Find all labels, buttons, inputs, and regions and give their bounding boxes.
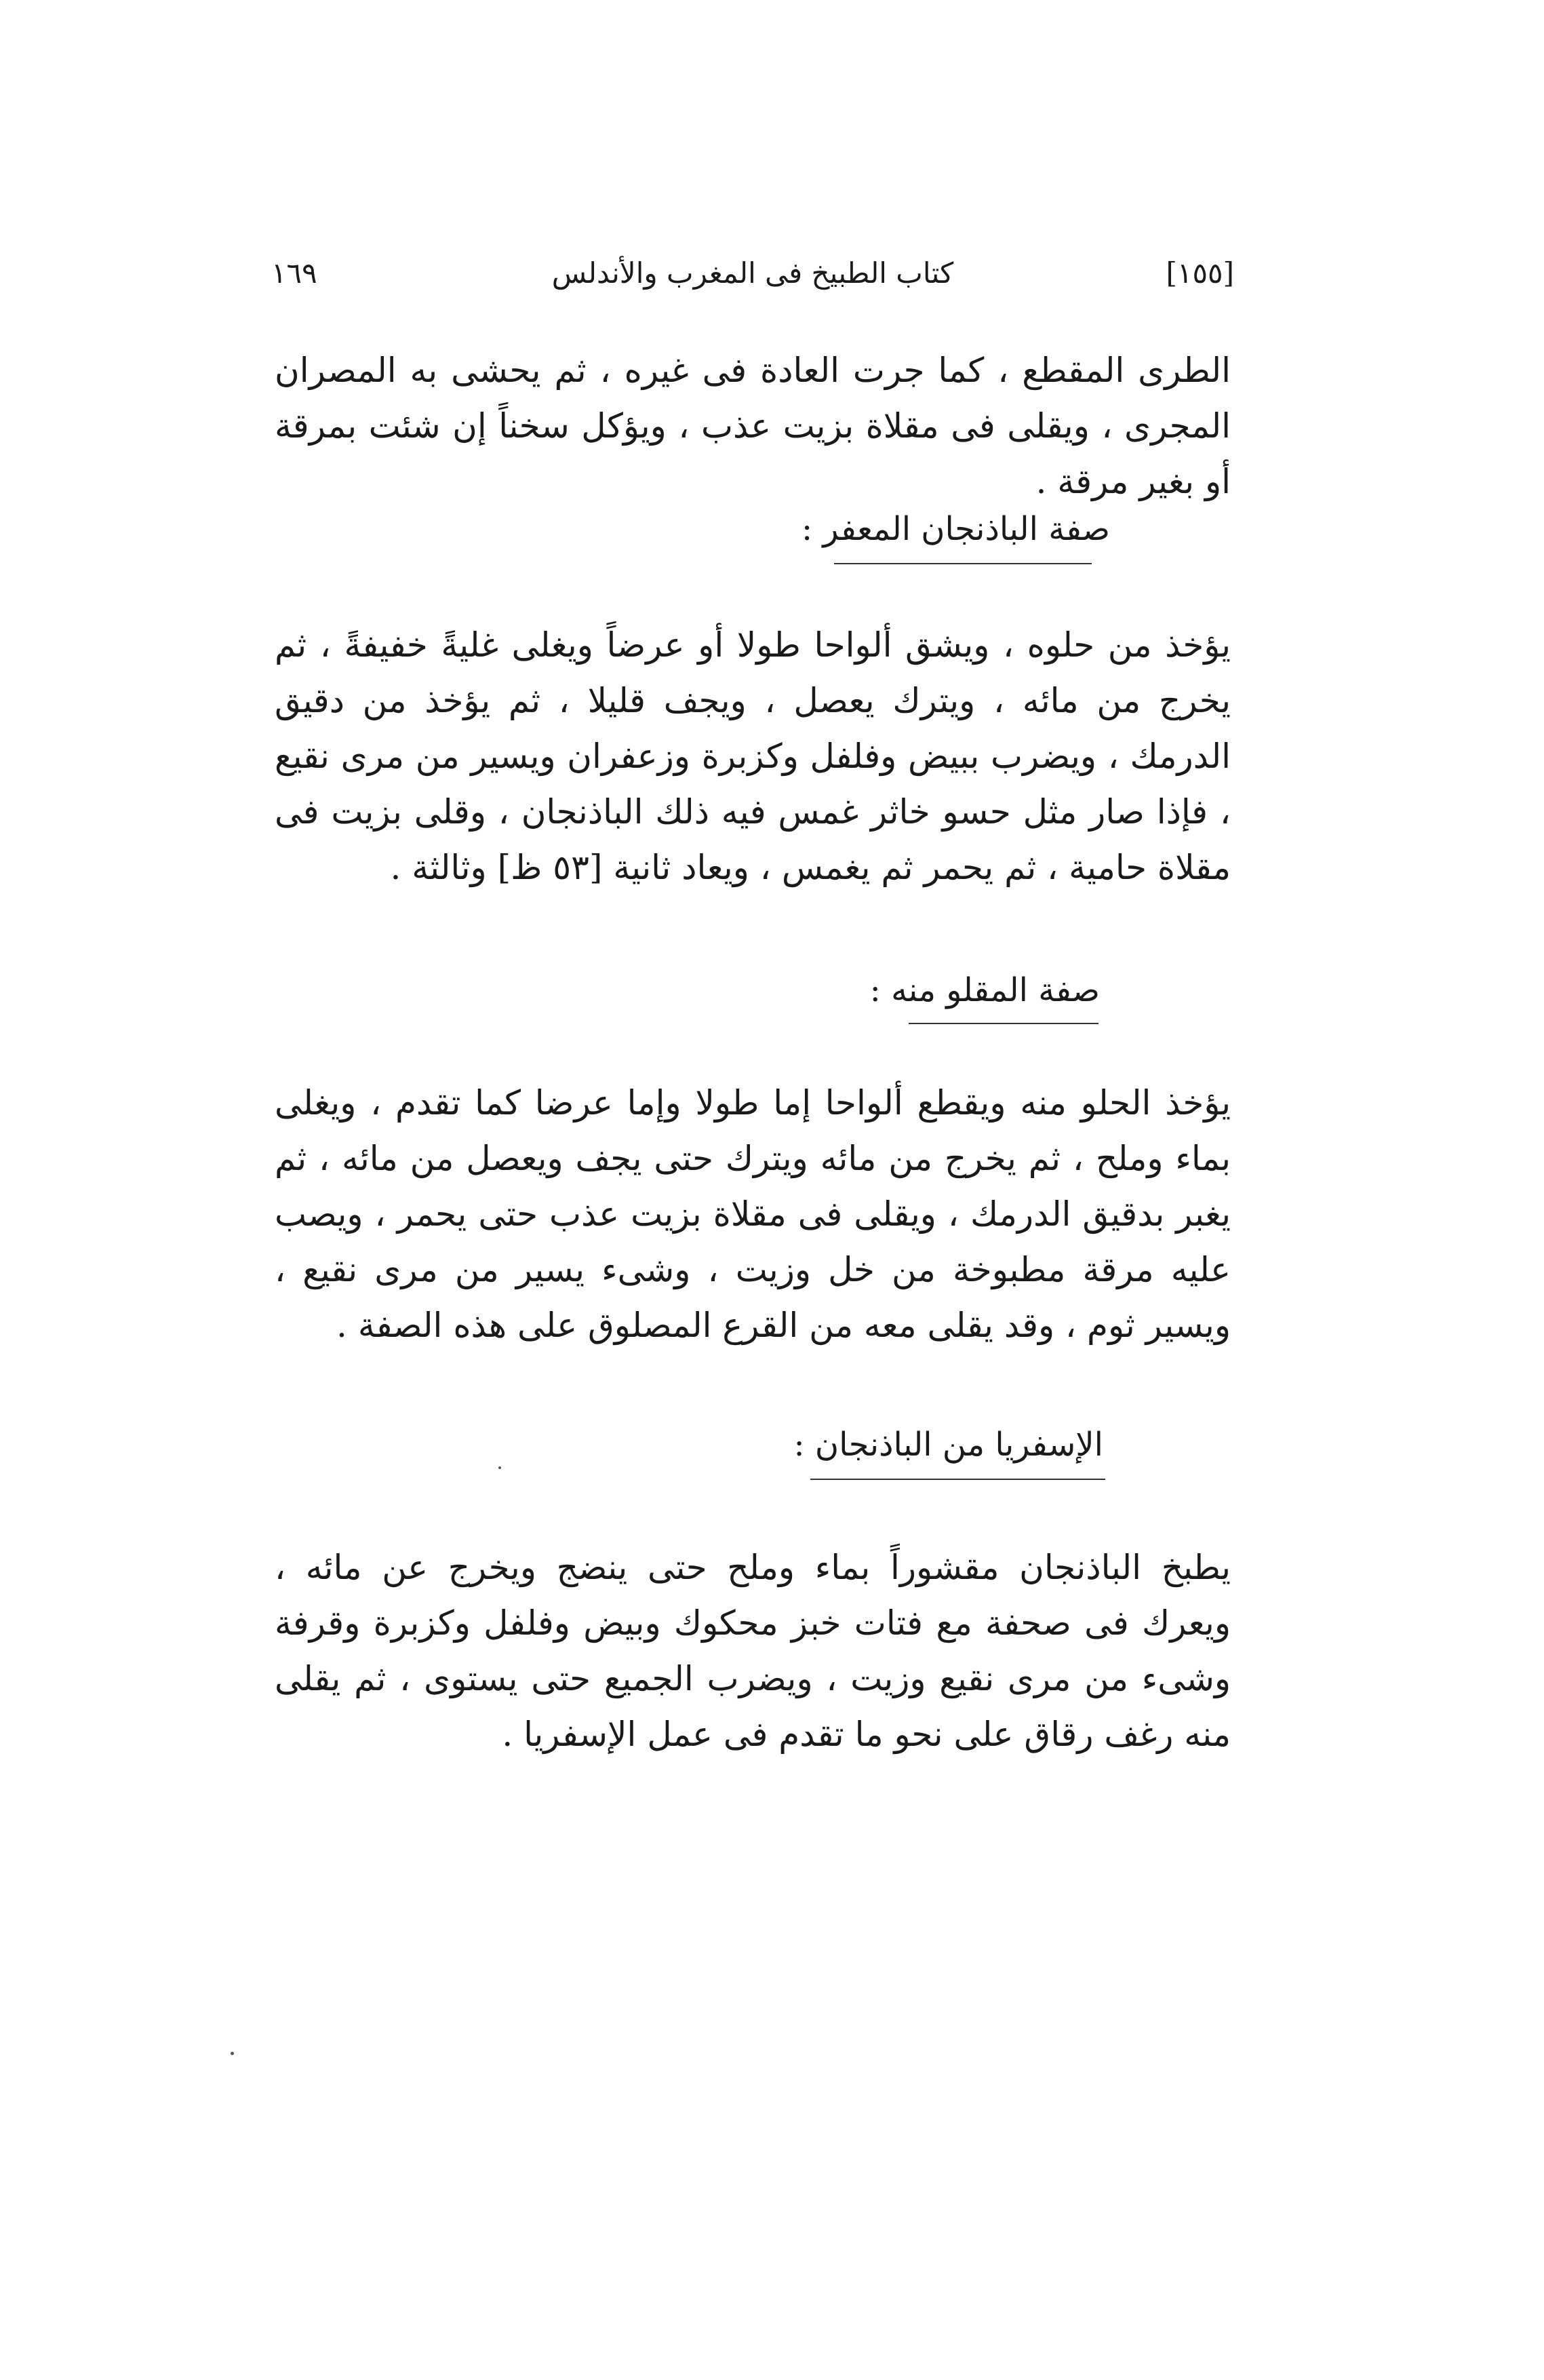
heading-underline-3 bbox=[810, 1479, 1105, 1480]
folio-marker: [١٥٥] bbox=[1166, 256, 1234, 290]
section-heading-2: صفة المقلو منه : bbox=[869, 971, 1100, 1009]
section-body-1: يؤخذ من حلوه ، ويشق ألواحا طولا أو عرضاً ويغلى غليةً خفيفةً ، ثم يخرج من مائه ، ويترك يعصل ، ويجف قليلا ، ثم يؤخذ من دقيق الدرمك ، ويضرب ببيض وفلفل وكزبرة وزعفران ويسير من مرى نقيع ، فإذا صار مثل حسو خاثر غمس فيه ذلك الباذنجان ، وقلى بزيت فى مقلاة حامية ، ثم يحمر ثم يغمس ، ويعاد ثانية [٥٣ ظ] وثالثة . bbox=[275, 625, 1231, 887]
page-number: ١٦٩ bbox=[271, 256, 317, 290]
section-heading-3: الإسفريا من الباذنجان : bbox=[793, 1426, 1103, 1464]
continuation-paragraph: الطرى المقطع ، كما جرت العادة فى غيره ، ثم يحشى به المصران المجرى ، ويقلى فى مقلاة بزيت عذب ، ويؤكل سخناً إن شئت بمرقة أو بغير مرقة . bbox=[275, 351, 1231, 501]
page-header bbox=[271, 256, 1234, 304]
running-title: كتاب الطبيخ فى المغرب والأندلس bbox=[551, 256, 954, 290]
section-heading-1: صفة الباذنجان المعفر : bbox=[801, 510, 1110, 548]
heading-underline-1 bbox=[834, 563, 1092, 564]
section-body-3: يطبخ الباذنجان مقشوراً بماء وملح حتى ينضج ويخرج عن مائه ، ويعرك فى صحفة مع فتات خبز محكوك وبيض وفلفل وكزبرة وقرفة وشىء من مرى نقيع وزيت ، ويضرب الجميع حتى يستوى ، ثم يقلى منه رغف رقاق على نحو ما تقدم فى عمل الإسفريا . bbox=[275, 1548, 1231, 1754]
section-body-2: يؤخذ الحلو منه ويقطع ألواحا إما طولا وإما عرضا كما تقدم ، ويغلى بماء وملح ، ثم يخرج من مائه ويترك حتى يجف ويعصل من مائه ، ثم يغبر بدقيق الدرمك ، ويقلى فى مقلاة بزيت عذب حتى يحمر ، ويصب عليه مرقة مطبوخة من خل وزيت ، وشىء يسير من مرى نقيع ، ويسير ثوم ، وقد يقلى معه من القرع المصلوق على هذه الصفة . bbox=[275, 1083, 1231, 1345]
heading-underline-2 bbox=[909, 1023, 1098, 1024]
print-speck bbox=[498, 1466, 501, 1469]
print-speck bbox=[231, 2052, 234, 2055]
